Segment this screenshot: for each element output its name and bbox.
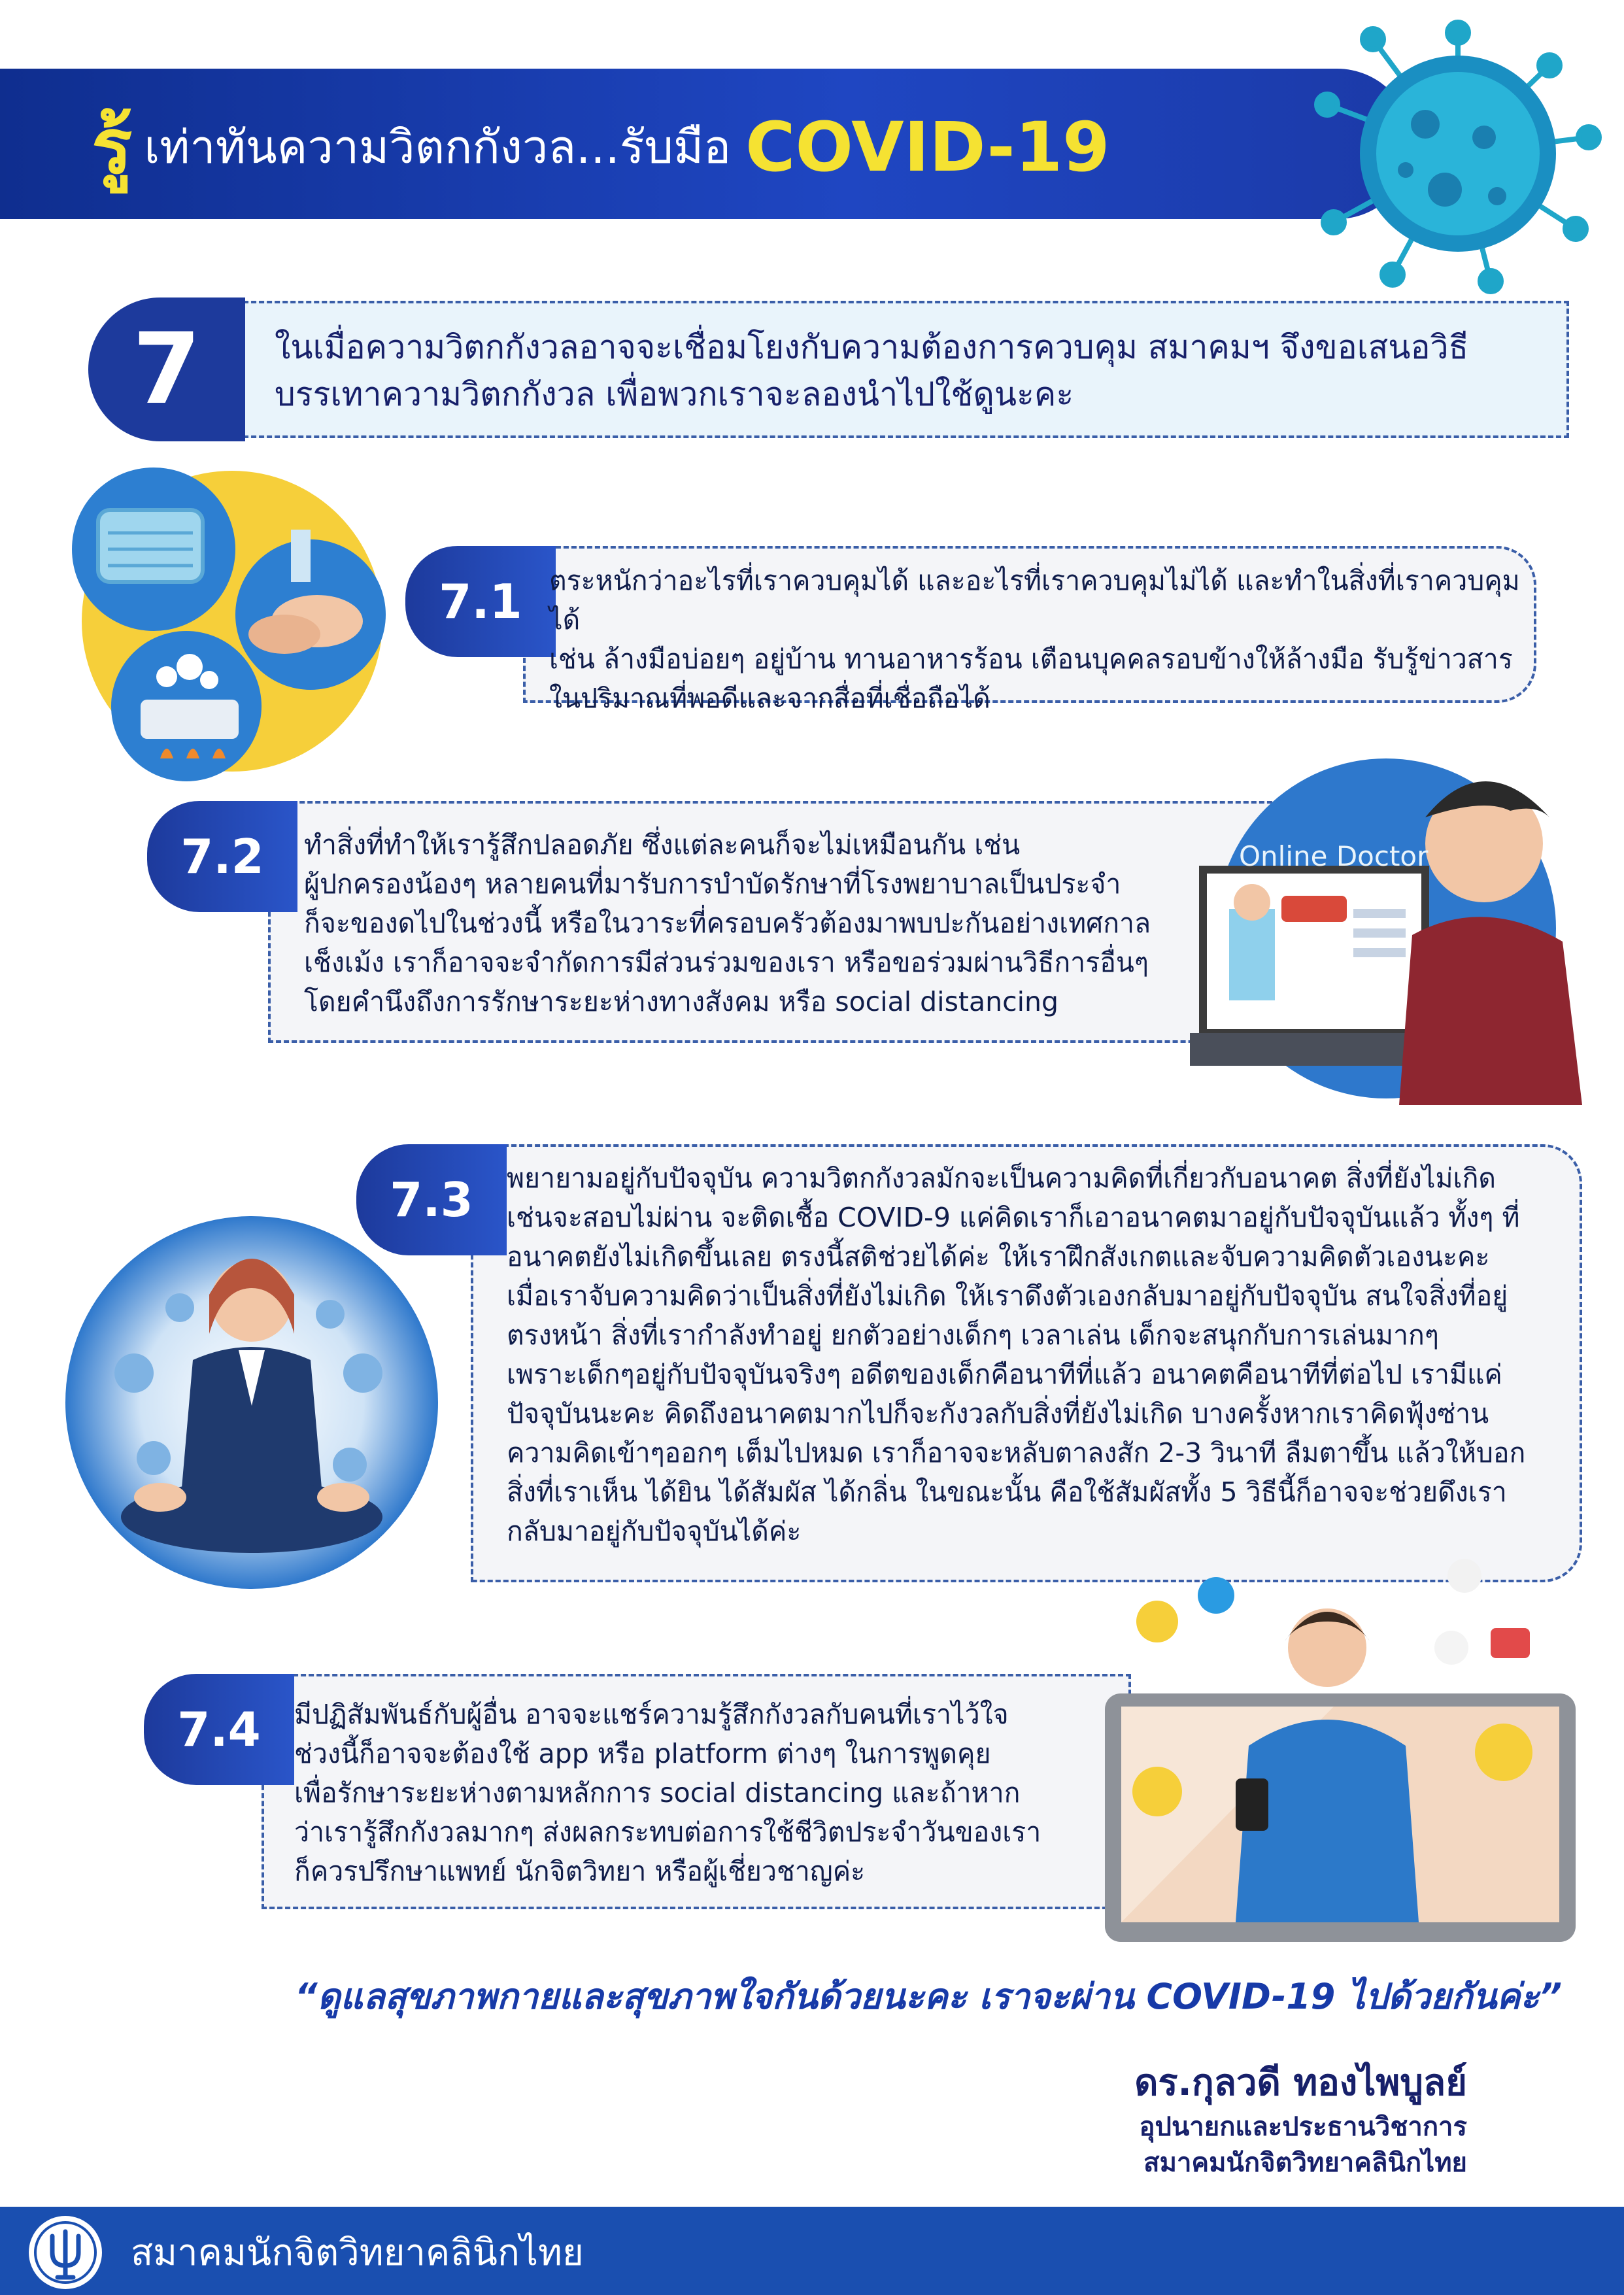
virus-icon (1275, 13, 1615, 294)
item-7-3-text: พยายามอยู่กับปัจจุบัน ความวิตกกังวลมักจะเป็นความคิดที่เกี่ยวกับอนาคต สิ่งที่ยังไม่เกิด เช่นจะสอบไม่ผ่าน จะติดเชื้อ COVID-9 แค่คิดเราก็เอาอนาคตมาอยู่กับปัจจุบันแล้ว ทั้งๆ ที่ อนาคตยังไม่เกิดขึ้นเลย ตรงนี้สติช่วยได้ค่ะ ให้เราฝึกสังเกตและจับความคิดตัวเองนะคะ เมื่อเราจับความคิดว่าเป็นสิ่งที่ยังไม่เกิด ให้เราดึงตัวเองกลับมาอยู่กับปัจจุบัน สนใจสิ่งที่อยู่ ตรงหน้า สิ่งที่เรากำลังทำอยู่ ยกตัวอย่างเด็กๆ เวลาเล่น เด็กจะสนุกกับการเล่นมากๆ เพราะเด็กๆอยู่กับปัจจุบันจริงๆ อดีตของเด็กคือนาทีที่แล้ว อนาคตคือนาทีที่ต่อไป เรามีแค่ ปัจจุบันนะคะ คิดถึงอนาคตมากไปก็จะกังวลกับสิ่งที่ยังไม่เกิด บางครั้งหากเราคิดฟุ้งซ่าน ความคิดเข้าๆออกๆ เต็มไปหมด เราก็อาจจะหลับตาลงสัก 2-3 วินาที ลืมตาขึ้น แล้วให้บอก สิ่งที่เราเห็น ได้ยิน ได้สัมผัส ได้กลิ่น ในขณะนั้น คือใช้สัมผัสทั้ง 5 วิธีนี้ก็อาจจะช่วยดึงเรา กลับมาอยู่กับปัจจุบันได้ค่ะ (507, 1163, 1526, 1547)
online-doctor-illustration (1190, 739, 1582, 1105)
footer-org-name: สมาคมนักจิตวิทยาคลินิกไทย (131, 2232, 584, 2274)
title-covid: COVID-19 (745, 107, 1110, 187)
item-7-4-number: 7.4 (144, 1674, 294, 1785)
signature-name: ดร.กุลวดี ทองไพบูลย์ (1134, 2062, 1467, 2104)
item-7-1-text: ตระหนักว่าอะไรที่เราควบคุมได้ และอะไรที่เราควบคุมไม่ได้ และทำในสิ่งที่เราควบคุมได้ เช่น ล้างมือบ่อยๆ อยู่บ้าน ทานอาหารร้อน เตือนบุคคลรอบข้างให้ล้างมือ รับรู้ข่าวสาร ในปริมาณที่พอดีและจากสื่อที่เชื่อถือได้ (549, 565, 1520, 714)
closing-quote: “ดูแลสุขภาพกายและสุขภาพใจกันด้วยนะคะ เราจะผ่าน COVID-19 ไปด้วยกันค่ะ” (294, 1976, 1563, 2017)
item-7-4-text: มีปฏิสัมพันธ์กับผู้อื่น อาจจะแชร์ความรู้สึกกังวลกับคนที่เราไว้ใจ ช่วงนี้ก็อาจจะต้องใช้ app หรือ platform ต่างๆ ในการพูดคุย เพื่อรักษาระยะห่างตามหลักการ social distancing และถ้าหาก ว่าเรารู้สึกกังวลมากๆ ส่งผลกระทบต่อการใช้ชีวิตประจำวันของเรา ก็ควรปรึกษาแพทย์ นักจิตวิทยา หรือผู้เชี่ยวชาญค่ะ (294, 1699, 1041, 1887)
signature-org: สมาคมนักจิตวิทยาคลินิกไทย (1143, 2148, 1467, 2178)
online-doctor-label: Online Doctor (1239, 840, 1429, 872)
page-title (92, 98, 1109, 196)
item-7-2-number: 7.2 (147, 801, 297, 912)
item-7-2-text: ทำสิ่งที่ทำให้เรารู้สึกปลอดภัย ซึ่งแต่ละคนก็จะไม่เหมือนกัน เช่น ผู้ปกครองน้องๆ หลายคนที่มารับการบำบัดรักษาที่โรงพยาบาลเป็นประจำ ก็จะของดไปในช่วงนี้ หรือในวาระที่ครอบครัวต้องมาพบปะกันอย่างเทศกาล เช็งเม้ง เราก็อาจจะจำกัดการมีส่วนร่วมของเรา หรือขอร่วมผ่านวิธีการอื่นๆ โดยคำนึงถึงการรักษาระยะห่างทางสังคม หรือ social distancing (304, 829, 1151, 1017)
hello-label: HELLO! (1278, 945, 1337, 961)
item-7-3-number: 7.3 (356, 1144, 507, 1255)
signature-role: อุปนายกและประธานวิชาการ (1139, 2112, 1467, 2142)
item-7-1-number: 7.1 (405, 546, 556, 657)
meditation-illustration (62, 1210, 441, 1595)
intro-text: ในเมื่อความวิตกกังวลอาจจะเชื่อมโยงกับความต้องการควบคุม สมาคมฯ จึงขอเสนอวิธี บรรเทาความวิตกกังวล เพื่อพวกเราจะลองนำไปใช้ดูนะคะ (275, 328, 1469, 413)
psi-symbol-icon (26, 2213, 105, 2292)
title-text: เท่าทันความวิตกกังวล...รับมือ (144, 120, 732, 174)
hygiene-illustration (62, 458, 389, 785)
section-number-badge: 7 (88, 298, 245, 441)
title-highlight: รู้ (92, 103, 133, 191)
social-media-illustration (1072, 1556, 1582, 1948)
